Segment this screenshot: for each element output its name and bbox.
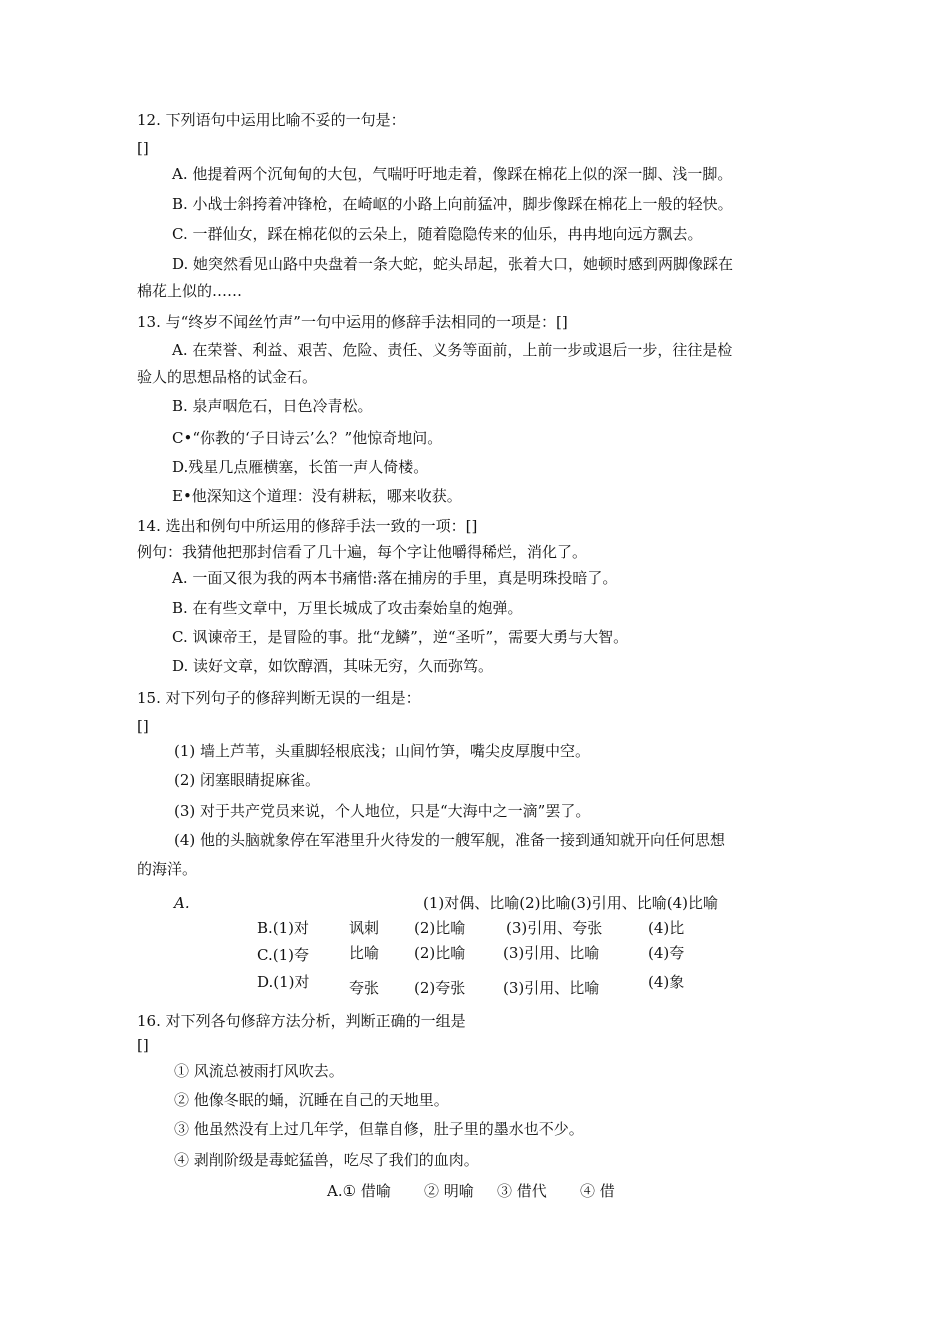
q16-option-a-part: ④ 借 [580,1182,615,1200]
q15-sentence-2: (2) 闭塞眼睛捉麻雀。 [174,771,321,789]
q13-option-c: C•“你教的‘子日诗云’么？”他惊奇地问。 [172,429,443,447]
q15-option-d-lead: D.(1)对 [257,973,310,991]
q16-sentence-3: ③ 他虽然没有上过几年学，但靠自修，肚子里的墨水也不少。 [174,1120,584,1138]
q14-option-a: A. 一面又很为我的两本书痛惜:落在捕房的手里，真是明珠投暗了。 [172,569,618,587]
q15-option-c-part: (3)引用、比喻 [503,944,600,962]
q12-option-c: C. 一群仙女，踩在棉花似的云朵上，随着隐隐传来的仙乐，冉冉地向远方飘去。 [172,225,703,243]
q13-option-d: D.残星几点雁横塞，长笛一声人倚楼。 [172,458,429,476]
q15-answer-bracket: [] [137,717,149,735]
q15-option-a-text: (1)对偶、比喻(2)比喻(3)引用、比喻(4)比喻 [423,894,718,912]
q15-option-d-part: 夸张 [349,979,380,997]
q15-option-c-part: (4)夸 [648,944,685,962]
q13-option-a-line2: 验人的思想品格的试金石。 [137,368,318,386]
q15-option-b-part: (2)比喻 [414,919,466,937]
q13-option-e: E•他深知这个道理：没有耕耘，哪来收获。 [172,487,462,505]
q15-option-b-part: (3)引用、夸张 [506,919,603,937]
q15-option-d-part: (3)引用、比喻 [503,979,600,997]
q13-stem: 13. 与“终岁不闻丝竹声”一句中运用的修辞手法相同的一项是：[] [137,313,568,331]
q15-option-b-part: (4)比 [648,919,685,937]
q12-option-a: A. 他提着两个沉甸甸的大包，气喘吁吁地走着，像踩在棉花上似的深一脚、浅一脚。 [172,165,733,183]
q16-option-a-part: ③ 借代 [497,1182,547,1200]
q12-answer-bracket: [] [137,139,149,157]
q16-sentence-1: ① 风流总被雨打风吹去。 [174,1062,344,1080]
q16-option-a-part: ② 明喻 [424,1182,474,1200]
q16-option-a-part: A.① 借喻 [327,1182,391,1200]
q12-option-b: B. 小战士斜挎着冲锋枪，在崎岖的小路上向前猛冲，脚步像踩在棉花上一般的轻快。 [172,195,733,213]
q14-option-b: B. 在有些文章中，万里长城成了攻击秦始皇的炮弹。 [172,599,523,617]
q15-option-c-part: 比喻 [349,944,380,962]
q15-option-d-part: (4)象 [648,973,685,991]
q14-option-d: D. 读好文章，如饮醇酒，其味无穷，久而弥笃。 [172,657,494,675]
q14-option-c: C. 讽谏帝王，是冒险的事。批“龙鳞”，逆“圣听”，需要大勇与大智。 [172,628,629,646]
q15-option-c-lead: C.(1)夸 [257,946,309,964]
q12-option-d-line1: D. 她突然看见山路中央盘着一条大蛇，蛇头昂起，张着大口，她顿时感到两脚像踩在 [172,255,734,273]
q15-stem: 15. 对下列句子的修辞判断无误的一组是： [137,689,421,707]
q15-option-b-part: 讽刺 [349,919,380,937]
q15-sentence-4-line1: (4) 他的头脑就象停在军港里升火待发的一艘军舰，准备一接到通知就开向任何思想 [174,831,726,849]
q12-option-d-line2: 棉花上似的…… [137,282,243,300]
q16-stem: 16. 对下列各句修辞方法分析，判断正确的一组是 [137,1012,466,1030]
q15-option-d-part: (2)夸张 [414,979,466,997]
q15-sentence-3: (3) 对于共产党员来说，个人地位，只是“大海中之一滴”罢了。 [174,802,591,820]
q16-answer-bracket: [] [137,1036,149,1054]
q14-stem: 14. 选出和例句中所运用的修辞手法一致的一项：[] [137,517,478,535]
q16-sentence-4: ④ 剥削阶级是毒蛇猛兽，吃尽了我们的血肉。 [174,1151,479,1169]
q14-example: 例句：我猜他把那封信看了几十遍，每个字让他嚼得稀烂，消化了。 [137,543,588,561]
q15-option-a-label: A. [174,894,190,912]
q15-sentence-4-line2: 的海洋。 [137,860,198,878]
q16-sentence-2: ② 他像冬眠的蛹，沉睡在自己的天地里。 [174,1091,449,1109]
q15-sentence-1: (1) 墙上芦苇，头重脚轻根底浅；山间竹笋，嘴尖皮厚腹中空。 [174,742,591,760]
q12-stem: 12. 下列语句中运用比喻不妥的一句是： [137,111,406,129]
q15-option-b-lead: B.(1)对 [257,919,310,937]
q13-option-a-line1: A. 在荣誉、利益、艰苦、危险、责任、义务等面前，上前一步或退后一步，往往是检 [172,341,733,359]
q13-option-b: B. 泉声咽危石，日色冷青松。 [172,397,373,415]
q15-option-c-part: (2)比喻 [414,944,466,962]
